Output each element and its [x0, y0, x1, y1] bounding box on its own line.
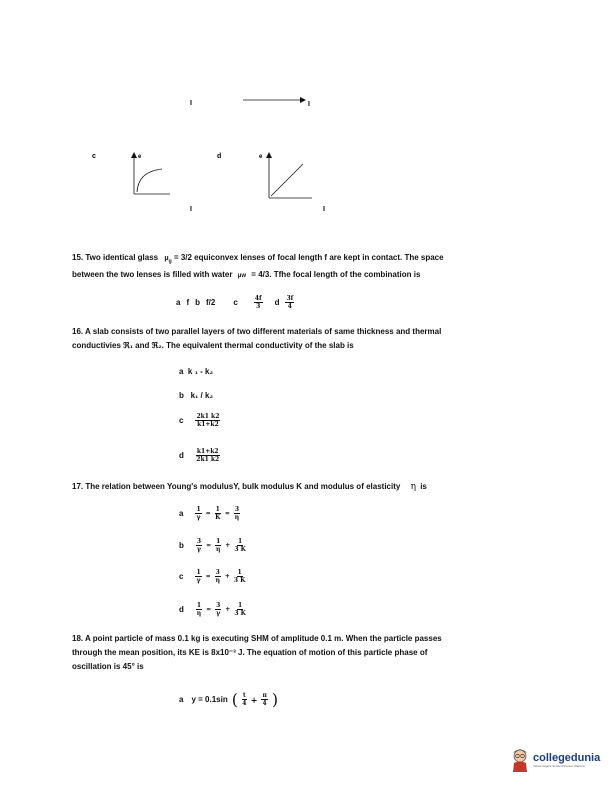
q15-option-c-label: c	[233, 298, 238, 307]
question-17: 17. The relation between Young's modulusY, bulk modulus K and modulus of elasticity η is	[72, 482, 427, 492]
collegedunia-logo[interactable]	[510, 745, 606, 775]
graph-c-label: c	[92, 153, 96, 160]
q16-option-c-fraction: $\frac{2k1 k2}{k1+k2}$	[196, 413, 220, 428]
q17-option-c: c $\frac{1}{\gamma}$ = $\frac{3}{\eta}$ + $\frac{1}{3 K}$	[179, 569, 246, 584]
q15-option-c-fraction: $\frac{4f}{3}$	[254, 295, 262, 310]
q16-option-a: a k ₁ - k₂	[179, 367, 213, 376]
graph-d-line	[271, 164, 303, 196]
graph-d-yaxis-arrow	[266, 152, 272, 158]
graph-c-axis-label: e	[138, 154, 142, 160]
logo-tagline: India's largest Student Review Platform	[533, 764, 586, 768]
q17-option-b: b $\frac{3}{\gamma}$ = $\frac{1}{\eta}$ + $\frac{1}{3 K}$	[179, 538, 246, 553]
graph-d-xlabel-i: I	[323, 206, 325, 213]
q17-option-a: a $\frac{1}{\gamma}$ = $\frac{1}{K}$ = $\frac{3}{\eta}$	[179, 506, 240, 521]
q15-line2: between the two lenses is filled with water μw = 4/3. Tfhe focal length of the combination is	[72, 270, 421, 280]
q15-option-d-label: d	[274, 298, 280, 307]
graph-c-curve	[137, 169, 162, 192]
q16-line2: conductivies ℜ₁ and ℜ₂. The equivalent thermal conductivity of the slab is	[72, 341, 354, 350]
q17-option-d: d $\frac{1}{\eta}$ = $\frac{3}{\gamma}$ + $\frac{1}{3 K}$	[179, 602, 246, 617]
q15-option-b-value: f/2	[206, 298, 216, 307]
q16-option-c: c $\frac{2k1 k2}{k1+k2}$	[179, 413, 220, 428]
question-16	[72, 325, 552, 353]
q18-line1: 18. A point particle of mass 0.1 kg is executing SHM of amplitude 0.1 m. When the particle passes	[72, 634, 442, 643]
question-18	[72, 632, 552, 674]
q15-line1: 15. Two identical glass $\mu_g = 3/2$ equiconvex lenses of focal length f are kept in contact. The space	[72, 253, 444, 265]
mascot-icon	[510, 747, 530, 773]
graph-c-yaxis-arrow	[131, 152, 137, 158]
q15-option-a-label: a	[176, 298, 181, 307]
graph-top-label-i2: I	[308, 101, 310, 108]
graph-top-arrow-head	[300, 97, 306, 103]
q16-option-d: d $\frac{k1+k2}{2k1 k2}$	[179, 448, 220, 463]
q18-line2: through the mean position, its KE is 8x10⁻³ J. The equation of motion of this particle phase of	[72, 648, 428, 657]
q15-option-d-fraction: $\frac{3f}{4}$	[286, 295, 294, 310]
q16-option-b: b k₁ / k₂	[179, 391, 213, 400]
q16-option-d-fraction: $\frac{k1+k2}{2k1 k2}$	[196, 448, 220, 463]
logo-name: collegedunia	[533, 752, 601, 764]
graph-d-axis-label: e	[259, 154, 263, 160]
q18-line3: oscillation is 45° is	[72, 662, 144, 671]
q15-option-b-label: b	[195, 298, 201, 307]
q15-options	[176, 295, 294, 310]
graph-c-xlabel-i: I	[190, 206, 192, 213]
q15-option-a-value: f	[186, 298, 190, 307]
graph-d-label: d	[217, 153, 222, 160]
q18-option-a: a y = 0.1sin ( $\frac{t}{4}$ + $\frac{\pi}{4}$ )	[179, 690, 279, 709]
question-15	[72, 251, 552, 283]
graphs-figure	[80, 90, 340, 220]
q16-line1: 16. A slab consists of two parallel layers of two different materials of same thickness and thermal	[72, 327, 442, 336]
graph-top-label-i: I	[190, 100, 192, 107]
